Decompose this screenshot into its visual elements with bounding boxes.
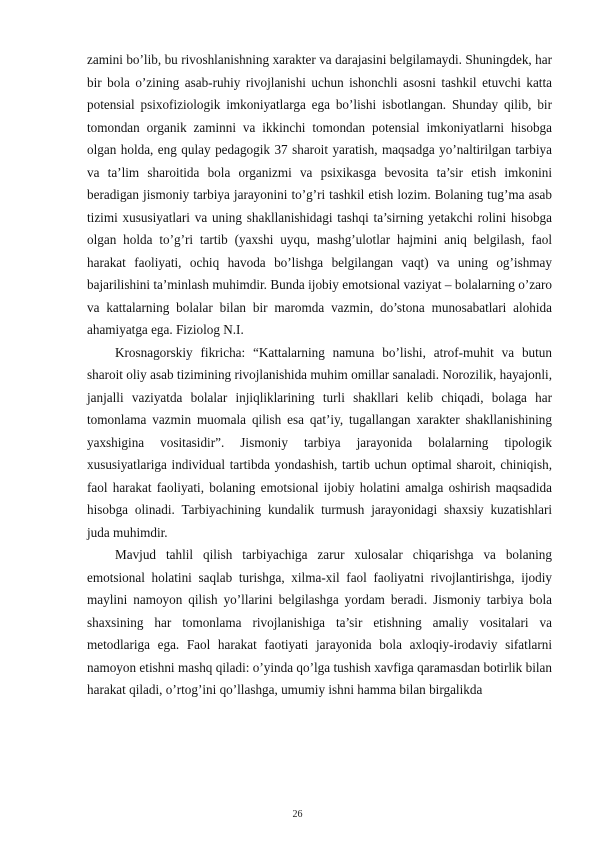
paragraph-krosnagorskiy-quote: Krosnagorskiy fikricha: “Kattalarning namuna bo’lishi, atrof-muhit va butun sharoit oliy asab tizimining rivojlanishida muhim omillar sanaladi. Norozilik, hayajonli, janjalli vaziyatda bolalar injiqliklarining turli shakllari kelib chiqadi, bolaga har tomonlama vazmin muomala qilish esa qat’iy, tugallangan xarakter shakllanishining yaxshigina vositasidir”. Jismoniy tarbiya jarayonida bolalarning tipologik xususiyatlariga individual tartibda yondashish, tartib uchun optimal sharoit, chiniqish, faol harakat faoliyati, bolaning emotsional ijobiy holatini amalga oshirish maqsadida hisobga olinadi. Tarbiyachining kundalik turmush jarayonidagi shaxsiy kuzatishlari juda muhimdir. [87,344,552,540]
paragraph-analysis: Mavjud tahlil qilish tarbiyachiga zarur xulosalar chiqarishga va bolaning emotsional holatini saqlab turishga, xilma-xil faol faoliyatni rivojlantirishga, ijodiy maylini namoyon qilish yo’llarini belgilashga yordam beradi. Jismoniy tarbiya bola shaxsining har tomonlama rivojlanishiga ta’sir etishning amaliy vositalari va metodlariga ega. Faol harakat faotiyati jarayonida bola axloqiy-irodaviy sifatlarni namoyon etishni mashq qiladi: o’yinda qo’lga tushish xavfiga qaramasdan botirlik bilan harakat qiladi, o’rtog’ini qo’llashga, umumiy ishni hamma bilan birgalikda [87,547,552,697]
page-body [87,49,552,702]
page-number: 26 [292,809,303,820]
paragraph-continuation: zamini bo’lib, bu rivoshlanishning xarakter va darajasini belgilamaydi. Shuningdek, har bir bola o’zining asab-ruhiy rivojlanishi uchun ishonchli asosni tashkil etuvchi katta potensial psixofiziologik imkoniyatlarga ega bo’lishi isbotlangan. Shunday qilib, bir tomondan organik zaminni va ikkinchi tomondan potensial imkoniyatlarni hisobga olgan holda, eng qulay pedagogik 37 sharoit yaratish, maqsadga yo’naltirilgan tarbiya va ta’lim sharoitida bola organizmi va psixikasga bevosita ta’sir etish imkonini beradigan jismoniy tarbiya jarayonini to’g’ri tashkil etish lozim. Bolaning tug’ma asab tizimi xususiyatlari va uning shakllanishidagi tashqi ta’sirning yetakchi rolini hisobga olgan holda to’g’ri tartib (yaxshi uyqu, mashg’ulotlar hajmini aniq belgilash, faol harakat faoliyati, ochiq havoda bo’lishga belgilangan vaqt) va uning og’ishmay bajarilishini ta’minlash muhimdir. Bunda ijobiy emotsional vaziyat – bolalarning o’zaro va kattalarning bolalar bilan bir maromda vazmin, do’stona munosabatlari alohida ahamiyatga ega. Fiziolog N.I. [87,52,552,337]
